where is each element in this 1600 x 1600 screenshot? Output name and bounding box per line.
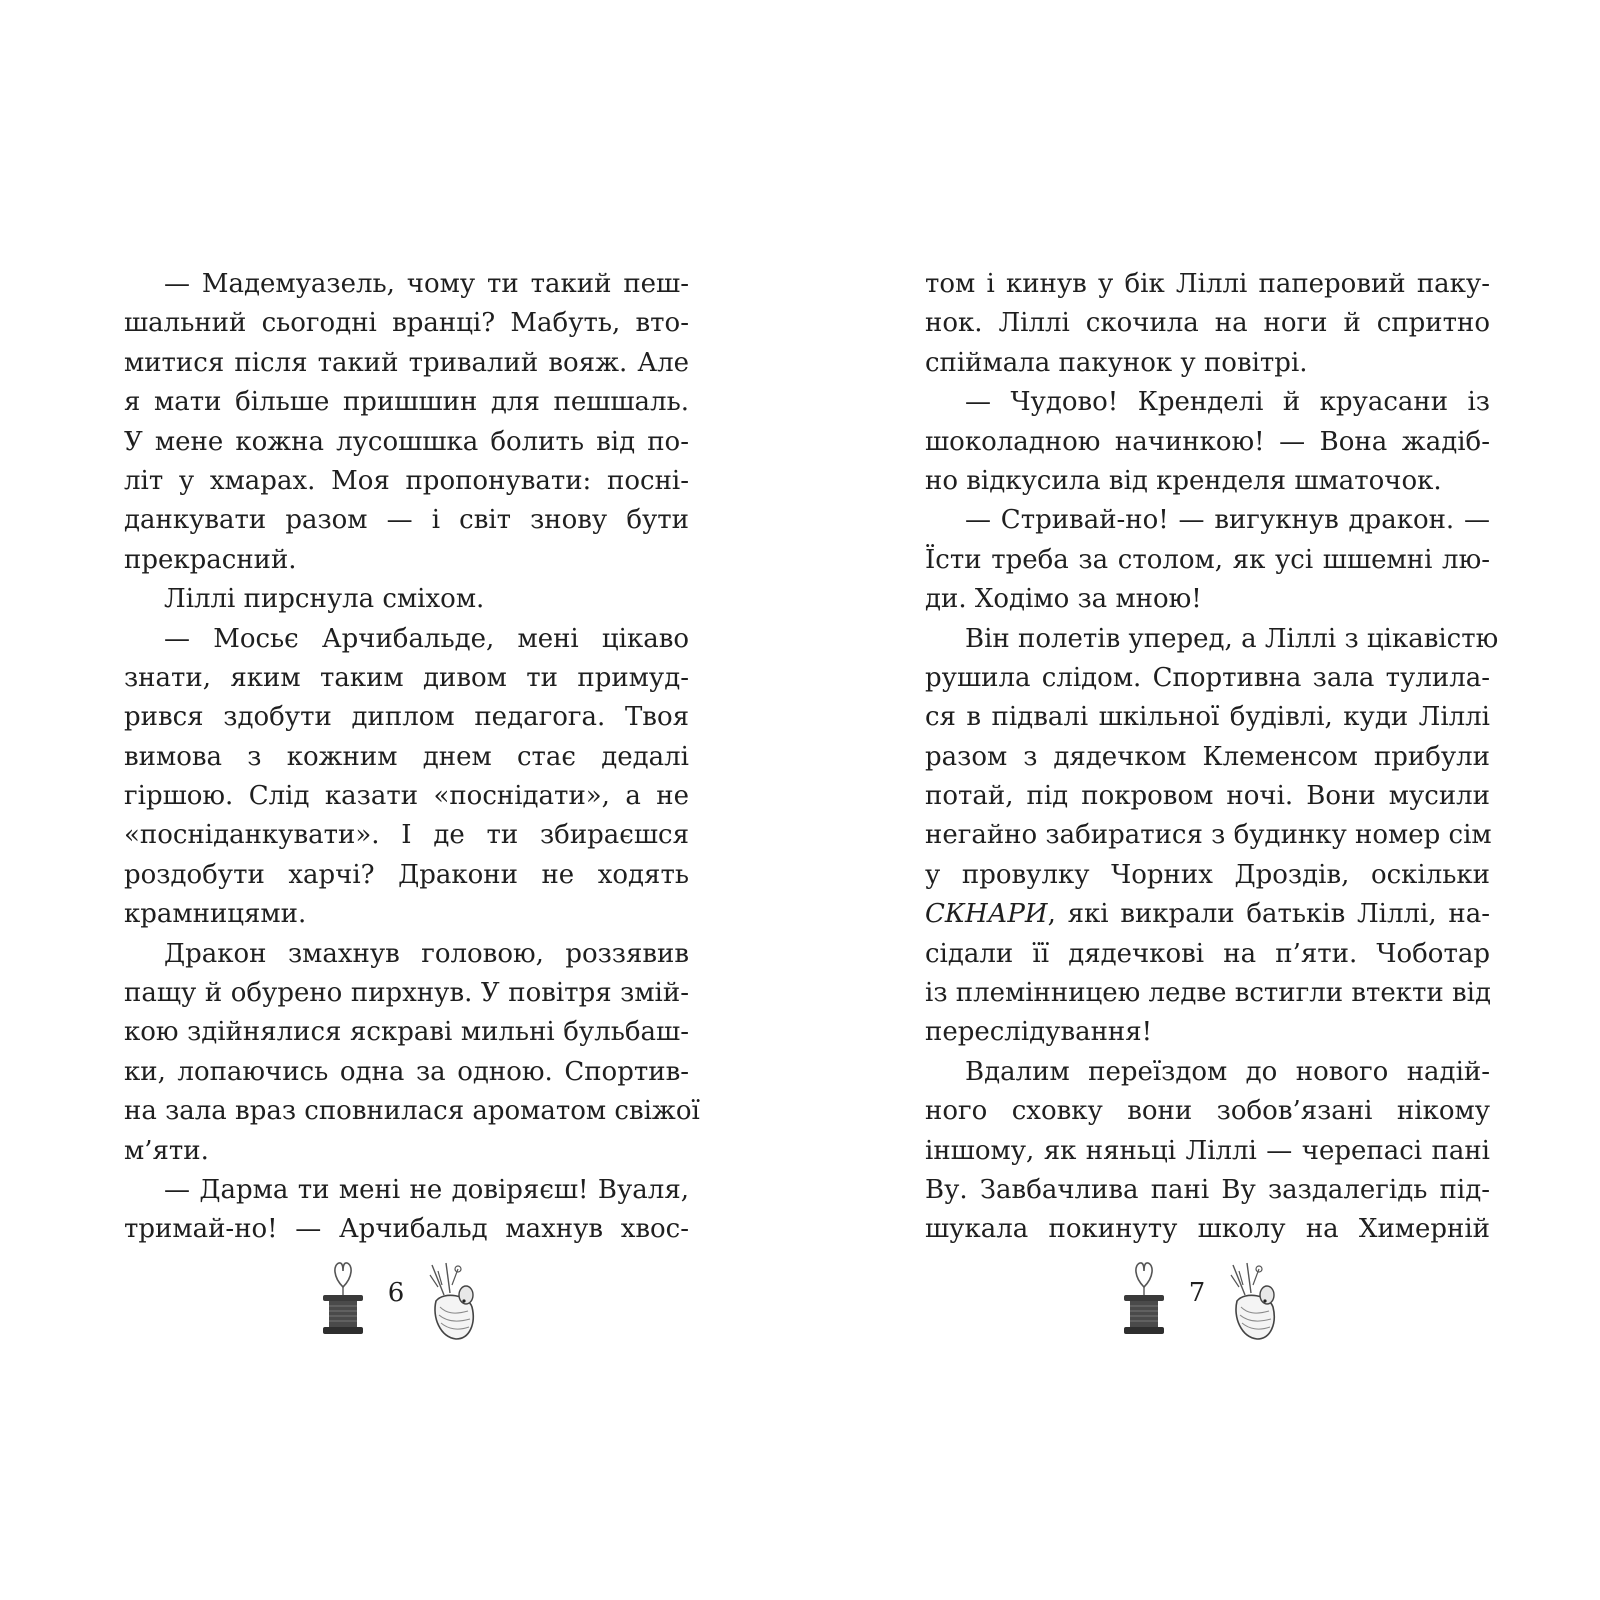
text-line: данкувати разом — і світ знову бути — [124, 505, 689, 536]
spool-icon — [1120, 1257, 1168, 1343]
text-line: ди. Ходімо за мною! — [925, 584, 1202, 615]
text-line: потай, під покровом ночі. Вони мусили — [925, 781, 1490, 812]
text-line: я мати більше пришшин для пешшаль. — [124, 387, 689, 418]
text-line: літ у хмарах. Моя пропонувати: посні- — [124, 465, 689, 496]
text-line: — Дарма ти мені не довіряєш! Вуаля, — [164, 1174, 689, 1205]
text-line: сідали її дядечкові на п’яти. Чоботар — [925, 938, 1490, 969]
text-line: ного сховку вони зобов’язані нікому — [925, 1096, 1490, 1127]
text-line: Ву. Завбачлива пані Ву заздалегідь під- — [925, 1174, 1490, 1205]
text-line: — Мосьє Арчибальде, мені цікаво — [164, 623, 689, 654]
text-line: негайно забиратися з будинку номер сім — [925, 820, 1492, 851]
text-line: прекрасний. — [124, 544, 297, 575]
text-line: разом з дядечком Клеменсом прибули — [925, 741, 1490, 772]
text-line: Дракон змахнув головою, роззявив — [164, 938, 689, 969]
text-line: — Стривай-но! — вигукнув дракон. — — [965, 505, 1490, 536]
text-line: на зала враз сповнилася ароматом свіжої — [124, 1096, 700, 1127]
text-line: У мене кожна лусошшка болить від по- — [124, 426, 689, 457]
text-line: шукала покинуту школу на Химерній — [925, 1214, 1490, 1245]
text-line: вимова з кожним днем стає дедалі — [124, 741, 689, 772]
text-line: «посніданкувати». І де ти збираєшся — [124, 820, 689, 851]
left-page-text — [124, 265, 700, 1250]
text-line: у провулку Чорних Дроздів, оскільки — [925, 859, 1490, 890]
text-line: Ліллі пирснула сміхом. — [164, 584, 485, 615]
page-number: 6 — [387, 1278, 405, 1308]
text-line: СКНАРИ, які викрали батьків Ліллі, на- — [925, 899, 1490, 930]
spool-icon — [319, 1257, 367, 1343]
text-line: із племінницею ледве встигли втекти від — [925, 978, 1491, 1009]
mouse-with-sewing-tools-icon — [1225, 1261, 1285, 1347]
text-line: гіршою. Слід казати «поснідати», а не — [124, 781, 689, 812]
text-line: шоколадною начинкою! — Вона жадіб- — [925, 426, 1490, 457]
emphasized-word: СКНАРИ — [925, 899, 1048, 930]
text-line: пащу й обурено пирхнув. У повітря змій- — [124, 978, 689, 1009]
text-line: но відкусила від кренделя шматочок. — [925, 465, 1442, 496]
text-line: тримай-но! — Арчибальд махнув хвос- — [124, 1214, 689, 1245]
text-line: Вдалим переїздом до нового надій- — [965, 1056, 1490, 1087]
text-line: митися після такий тривалий вояж. Але — [124, 347, 689, 378]
text-line: рився здобути диплом педагога. Твоя — [124, 702, 689, 733]
left-page-folio — [319, 1255, 499, 1345]
text-line: спіймала пакунок у повітрі. — [925, 347, 1308, 378]
text-line: кою здійнялися яскраві мильні бульбаш- — [124, 1017, 689, 1048]
text-line: рушила слідом. Спортивна зала тулила- — [925, 662, 1490, 693]
page-number: 7 — [1188, 1278, 1206, 1308]
right-page-text — [925, 265, 1499, 1250]
text-line: знати, яким таким дивом ти примуд- — [124, 662, 689, 693]
text-line: — Мадемуазель, чому ти такий пеш- — [164, 269, 689, 299]
text-line: роздобути харчі? Дракони не ходять — [124, 859, 689, 890]
text-line: ся в підвалі шкільної будівлі, куди Ліллі — [925, 702, 1490, 733]
text-line: переслідування! — [925, 1017, 1153, 1048]
text-line: крамницями. — [124, 899, 307, 930]
text-line: іншому, як няньці Ліллі — черепасі пані — [925, 1135, 1490, 1166]
text-line: шальний сьогодні вранці? Мабуть, вто- — [124, 308, 689, 339]
right-page-folio — [1120, 1255, 1300, 1345]
text-line: Їсти треба за столом, як усі шшемні лю- — [925, 544, 1490, 575]
text-line: м’яти. — [124, 1135, 209, 1166]
text-line: ки, лопаючись одна за одною. Спортив- — [124, 1056, 689, 1087]
text-line: том і кинув у бік Ліллі паперовий паку- — [925, 269, 1490, 299]
text-line: нок. Ліллі скочила на ноги й спритно — [925, 308, 1490, 339]
text-line: — Чудово! Кренделі й круасани із — [965, 387, 1490, 418]
text-line: Він полетів уперед, а Ліллі з цікавістю — [965, 623, 1499, 654]
mouse-with-sewing-tools-icon — [424, 1261, 484, 1347]
